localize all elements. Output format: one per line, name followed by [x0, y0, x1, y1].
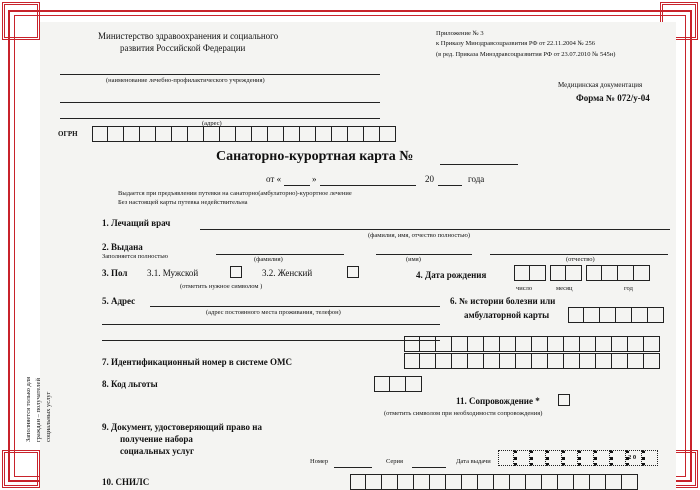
patronymic-line[interactable]	[490, 254, 668, 255]
surname-line[interactable]	[216, 254, 344, 255]
snils-label: 10. СНИЛС	[102, 477, 150, 487]
dob-label: 4. Дата рождения	[416, 270, 487, 280]
address-line-2[interactable]	[102, 324, 440, 325]
corner-ornament	[2, 2, 40, 40]
snils-cells[interactable]	[350, 474, 638, 490]
date-year-line[interactable]	[438, 185, 462, 186]
series-line[interactable]	[412, 467, 446, 468]
side-note-2: граждан – получателей	[35, 378, 42, 442]
month-caption: месяц	[556, 285, 573, 292]
ministry-line2: развития Российской Федерации	[120, 43, 246, 53]
escort-checkbox[interactable]	[558, 394, 570, 406]
appendix-line2: к Приказу Минздравсоцразвития РФ от 22.11.2004 № 256	[436, 40, 596, 47]
patronymic-caption: (отчество)	[566, 256, 595, 263]
year-prefix: 20	[425, 174, 434, 184]
date-quote: »	[312, 174, 317, 184]
female-label: 3.2. Женский	[262, 268, 313, 278]
address-line	[60, 118, 380, 119]
benefit-label: 8. Код льготы	[102, 379, 158, 389]
issue-date-label: Дата выдачи	[456, 458, 491, 465]
number-label: Номер	[310, 458, 329, 465]
oms-cells-row2[interactable]	[404, 353, 660, 369]
number-line[interactable]	[334, 467, 372, 468]
history-label-1: 6. № истории болезни или	[450, 296, 556, 306]
validity-note: Без настоящей карты путевка недействительна	[118, 199, 248, 206]
institution-line-2	[60, 102, 380, 103]
issue-note: Выдается при предъявлении путевки на санаторно(амбулаторно)-курортное лечение	[118, 190, 352, 197]
year-caption: год	[624, 285, 633, 292]
dob-cells[interactable]	[514, 265, 650, 281]
day-caption: число	[516, 285, 533, 292]
doc-type: Медицинская документация	[558, 81, 643, 89]
series-label: Серия	[386, 458, 404, 465]
appendix-line1: Приложение № 3	[436, 30, 484, 37]
history-cells[interactable]	[568, 307, 664, 323]
address-line-1[interactable]	[150, 306, 440, 307]
issued-label: 2. Выдана	[102, 242, 143, 252]
doctor-caption: (фамилия, имя, отчество полностью)	[368, 232, 471, 239]
escort-caption: (отметить символом при необходимости сопровождения)	[384, 410, 543, 417]
address-label: 5. Адрес	[102, 296, 136, 306]
appendix-line3: (в ред. Приказа Минздравсоцразвития РФ от 23.07.2010 № 545н)	[436, 51, 616, 58]
ministry-line1: Министерство здравоохранения и социального	[98, 31, 279, 41]
male-checkbox[interactable]	[230, 266, 242, 278]
sex-caption: (отметить нужное символом )	[180, 283, 263, 290]
ogrn-cells[interactable]	[92, 126, 396, 142]
year-word: года	[468, 174, 485, 184]
male-label: 3.1. Мужской	[147, 268, 199, 278]
history-label-2: амбулаторной карты	[464, 310, 550, 320]
address-line-3[interactable]	[102, 340, 440, 341]
card-title: Санаторно-курортная карта №	[216, 149, 414, 164]
side-note-3: социальных услуг	[45, 391, 52, 442]
institution-caption: (наименование лечебно-профилактического учреждения)	[106, 77, 265, 84]
issue-year-digits: 2 0	[628, 454, 637, 461]
corner-ornament	[2, 450, 40, 488]
surname-caption: (фамилия)	[254, 256, 283, 263]
document-label-3: социальных услуг	[120, 446, 195, 456]
card-number-line[interactable]	[440, 164, 518, 165]
document-label-2: получение набора	[120, 434, 193, 444]
form-number: Форма № 072/у-04	[576, 93, 650, 103]
oms-label: 7. Идентификационный номер в системе ОМС	[102, 357, 292, 367]
fill-full-note: Заполняется полностью	[102, 253, 169, 260]
date-from: от «	[266, 174, 282, 184]
doctor-line[interactable]	[200, 229, 670, 230]
sanatorium-card-form	[25, 22, 676, 490]
address-caption: (адрес)	[202, 120, 222, 127]
escort-label: 11. Сопровождение *	[456, 396, 540, 406]
oms-cells-row1[interactable]	[404, 336, 660, 352]
side-note-1: Заполняется только для	[25, 376, 32, 442]
date-day-line[interactable]	[284, 185, 310, 186]
benefit-cells[interactable]	[374, 376, 422, 392]
doctor-label: 1. Лечащий врач	[102, 218, 171, 228]
sex-label: 3. Пол	[102, 268, 128, 278]
address-caption: (адрес постоянного места проживания, телефон)	[206, 309, 341, 316]
date-month-line[interactable]	[320, 185, 416, 186]
institution-line	[60, 74, 380, 75]
ogrn-label: ОГРН	[58, 130, 78, 138]
name-line[interactable]	[376, 254, 472, 255]
name-caption: (имя)	[406, 256, 421, 263]
document-label-1: 9. Документ, удостоверяющий право на	[102, 422, 262, 432]
female-checkbox[interactable]	[347, 266, 359, 278]
